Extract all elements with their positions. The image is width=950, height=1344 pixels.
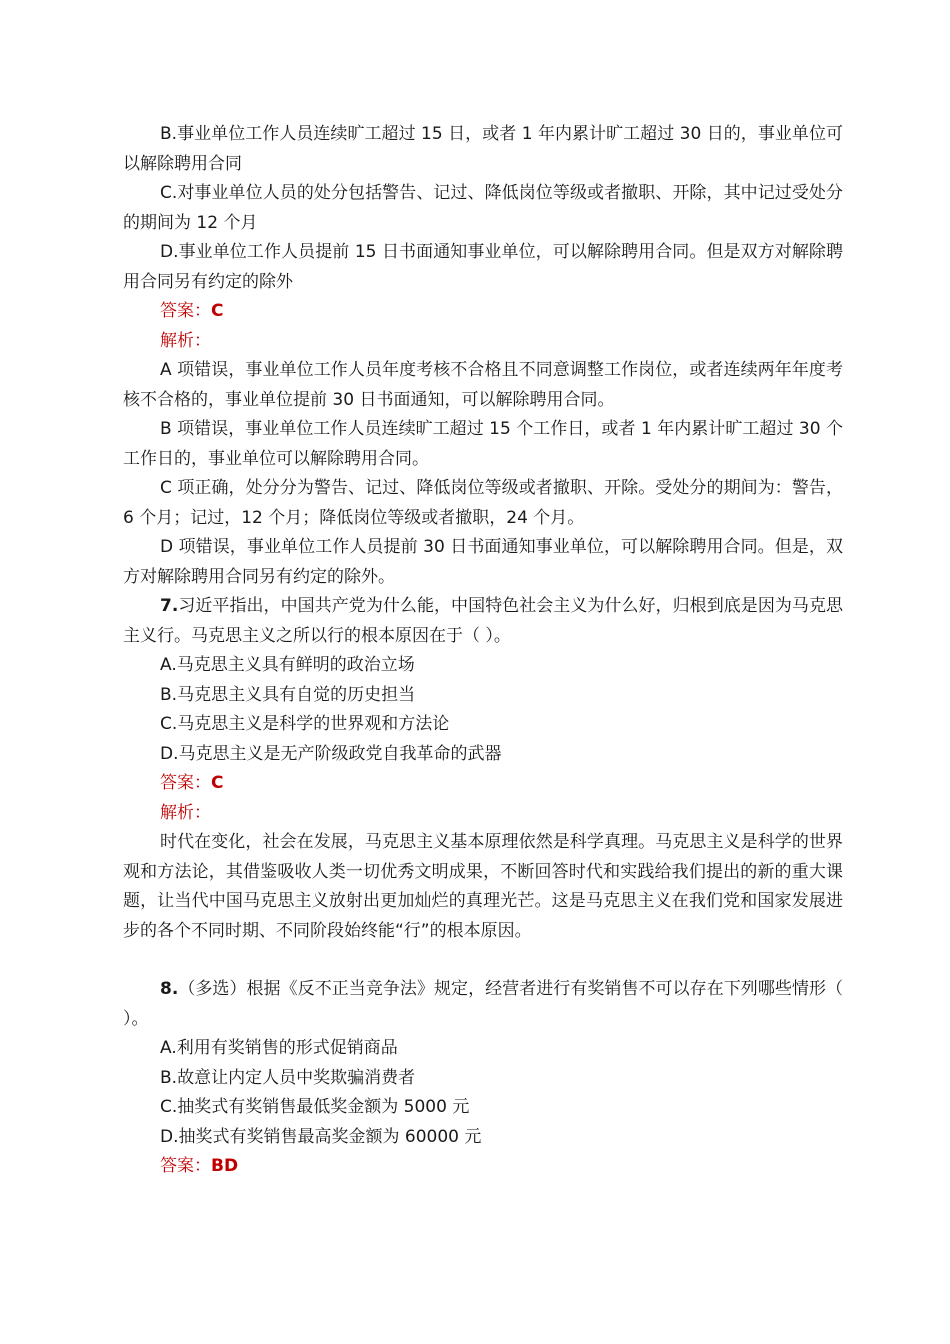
- answer-label: 答案：: [160, 301, 211, 321]
- answer-value: C: [211, 301, 224, 321]
- prev-option-b: B.事业单位工作人员连续旷工超过 15 日，或者 1 年内累计旷工超过 30 日的，事业单位可以解除聘用合同: [123, 124, 843, 174]
- q7-analysis: 时代在变化，社会在发展，马克思主义基本原理依然是科学真理。马克思主义是科学的世界观和方法论，其借鉴吸收人类一切优秀文明成果，不断回答时代和实践给我们提出的新的重大课题，让当代中国马克思主义放射出更加灿烂的真理光芒。这是马克思主义在我们党和国家发展进步的各个不同时期、不同阶段始终能“行”的根本原因。: [123, 832, 843, 941]
- prev-option-d: D.事业单位工作人员提前 15 日书面通知事业单位，可以解除聘用合同。但是双方对解除聘用合同另有约定的除外: [123, 242, 843, 292]
- document-page: [123, 120, 843, 1182]
- answer-value: C: [211, 773, 224, 793]
- q7-option-b: B.马克思主义具有自觉的历史担当: [160, 684, 416, 705]
- q8-stem: [123, 975, 843, 1034]
- q8-option-b: B.故意让内定人员中奖欺骗消费者: [160, 1067, 416, 1088]
- prev-analysis-label: 解析：: [160, 330, 211, 351]
- q8-option-d: D.抽奖式有奖销售最高奖金额为 60000 元: [160, 1126, 482, 1147]
- q7-analysis-label: 解析：: [160, 802, 211, 823]
- prev-analysis-a: A 项错误，事业单位工作人员年度考核不合格且不同意调整工作岗位，或者连续两年年度考核不合格的，事业单位提前 30 日书面通知，可以解除聘用合同。: [123, 360, 843, 410]
- prev-analysis-d: D 项错误，事业单位工作人员提前 30 日书面通知事业单位，可以解除聘用合同。但是，双方对解除聘用合同另有约定的除外。: [123, 537, 843, 587]
- prev-answer: [123, 297, 843, 327]
- q7-option-d: D.马克思主义是无产阶级政党自我革命的武器: [160, 743, 502, 764]
- prev-analysis-c: C 项正确，处分分为警告、记过、降低岗位等级或者撤职、开除。受处分的期间为：警告，6 个月；记过，12 个月；降低岗位等级或者撤职，24 个月。: [123, 478, 843, 528]
- q7-answer: [123, 769, 843, 799]
- prev-analysis-b: B 项错误，事业单位工作人员连续旷工超过 15 个工作日，或者 1 年内累计旷工超过 30 个工作日的，事业单位可以解除聘用合同。: [123, 419, 843, 469]
- prev-option-c: C.对事业单位人员的处分包括警告、记过、降低岗位等级或者撤职、开除，其中记过受处分的期间为 12 个月: [123, 183, 843, 233]
- q7-number: 7.: [160, 596, 179, 616]
- section-gap: [123, 946, 843, 975]
- q7-option-c: C.马克思主义是科学的世界观和方法论: [160, 714, 450, 734]
- q8-number: 8.: [160, 979, 179, 999]
- q8-answer: [123, 1152, 843, 1182]
- q7-stem-text: 习近平指出，中国共产党为什么能，中国特色社会主义为什么好，归根到底是因为马克思主义行。马克思主义之所以行的根本原因在于（ ）。: [123, 596, 843, 646]
- q7-stem: [123, 592, 843, 651]
- answer-label: 答案：: [160, 1156, 211, 1176]
- answer-label: 答案：: [160, 773, 211, 793]
- q8-stem-text: （多选）根据《反不正当竞争法》规定，经营者进行有奖销售不可以存在下列哪些情形（ ）。: [123, 979, 843, 1029]
- q8-option-a: A.利用有奖销售的形式促销商品: [160, 1038, 398, 1058]
- q7-option-a: A.马克思主义具有鲜明的政治立场: [160, 655, 415, 675]
- answer-value: BD: [211, 1156, 239, 1176]
- q8-option-c: C.抽奖式有奖销售最低奖金额为 5000 元: [160, 1097, 470, 1117]
